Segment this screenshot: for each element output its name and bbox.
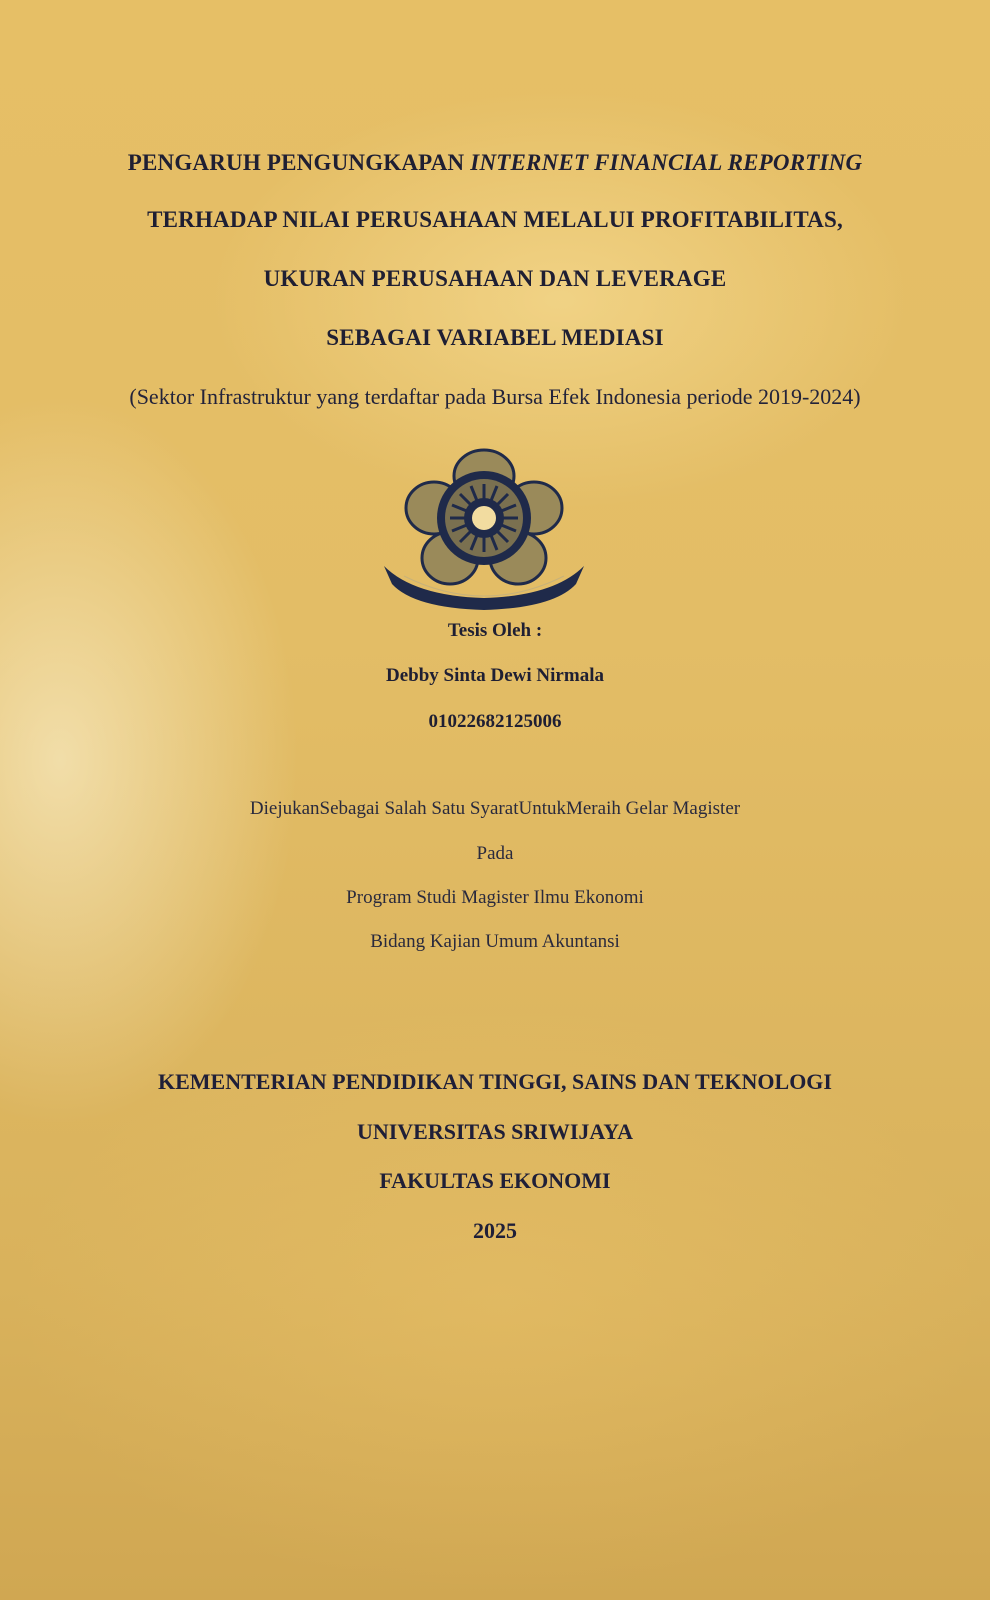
title-line-3: UKURAN PERUSAHAAN DAN LEVERAGE: [263, 266, 727, 291]
subtitle: (Sektor Infrastruktur yang terdaftar pada Bursa Efek Indonesia periode 2019-2024): [129, 384, 861, 409]
purpose-line-4: Bidang Kajian Umum Akuntansi: [370, 931, 620, 952]
purpose-line-3: Program Studi Magister Ilmu Ekonomi: [346, 887, 644, 908]
title-line-2: TERHADAP NILAI PERUSAHAAN MELALUI PROFITABILITAS,: [147, 207, 843, 232]
faculty-name: FAKULTAS EKONOMI: [379, 1168, 611, 1193]
author-name: Debby Sinta Dewi Nirmala: [386, 665, 604, 686]
purpose-line-2: Pada: [476, 843, 514, 864]
purpose-line-1: DiejukanSebagai Salah Satu SyaratUntukMeraih Gelar Magister: [249, 798, 741, 819]
title-line-1: [0, 150, 990, 176]
title-line-1-prefix: PENGARUH PENGUNGKAPAN: [127, 150, 471, 175]
title-line-1-italic: INTERNET FINANCIAL REPORTING: [470, 150, 863, 175]
title-line-4: SEBAGAI VARIABEL MEDIASI: [326, 325, 664, 350]
university-seal-icon: [384, 446, 584, 614]
university-name: UNIVERSITAS SRIWIJAYA: [356, 1119, 634, 1144]
author-id: 01022682125006: [428, 711, 562, 732]
year: 2025: [473, 1218, 517, 1243]
author-label: Tesis Oleh :: [447, 620, 543, 641]
ministry-name: KEMENTERIAN PENDIDIKAN TINGGI, SAINS DAN TEKNOLOGI: [158, 1069, 832, 1094]
